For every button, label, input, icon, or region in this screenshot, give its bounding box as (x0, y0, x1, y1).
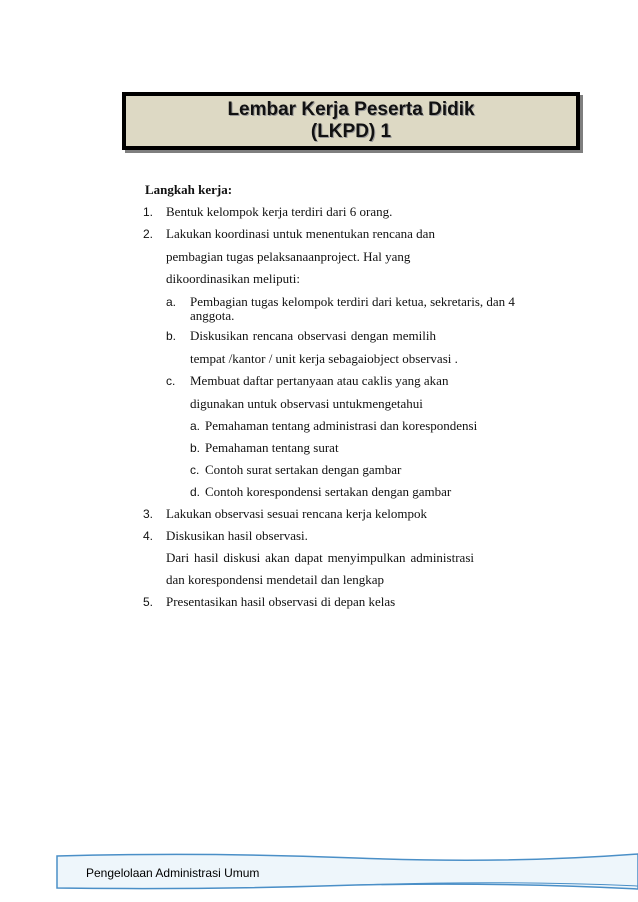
step-2-marker: 2. (143, 227, 154, 241)
step-2-line-1: Lakukan koordinasi untuk menentukan rencana dan (166, 226, 435, 241)
footer-banner (56, 852, 638, 892)
step-4-line-2: Dari hasil diskusi akan dapat menyimpulkan administrasi (166, 550, 474, 565)
heading: Langkah kerja: (145, 182, 233, 197)
subsub-d-text: Contoh korespondensi sertakan dengan gambar (205, 484, 452, 499)
title-line-2: (LKPD) 1 (310, 121, 392, 142)
step-5-marker: 5. (143, 595, 154, 609)
step-2-line-2: pembagian tugas pelaksanaanproject. Hal yang (166, 249, 411, 264)
substep-c-marker: c. (166, 374, 176, 388)
subsub-a-text: Pemahaman tentang administrasi dan korespondensi (205, 418, 478, 433)
footer-text: Pengelolaan Administrasi Umum (86, 866, 260, 880)
step-3-text: Lakukan observasi sesuai rencana kerja kelompok (166, 506, 427, 521)
subsub-d-marker: d. (190, 485, 201, 499)
step-3-marker: 3. (143, 507, 154, 521)
step-4-marker: 4. (143, 529, 154, 543)
step-1-text: Bentuk kelompok kerja terdiri dari 6 orang. (166, 204, 393, 219)
step-4-line-3: dan korespondensi mendetail dan lengkap (166, 572, 385, 587)
substep-a-marker: a. (166, 295, 177, 309)
substep-b-marker: b. (166, 329, 177, 343)
subsub-c-marker: c. (190, 463, 200, 477)
substep-c-line-1: Membuat daftar pertanyaan atau caklis yang akan (190, 373, 449, 388)
subsub-a-marker: a. (190, 419, 201, 433)
title-box (122, 92, 580, 150)
step-5-text: Presentasikan hasil observasi di depan kelas (166, 594, 396, 609)
substep-b-line-2: tempat /kantor / unit kerja sebagaiobject observasi . (190, 351, 458, 366)
step-2-line-3: dikoordinasikan meliputi: (166, 271, 300, 286)
substep-b-line-1: Diskusikan rencana observasi dengan memilih (190, 328, 436, 343)
subsub-b-marker: b. (190, 441, 201, 455)
step-4-line-1: Diskusikan hasil observasi. (166, 528, 308, 543)
subsub-c-text: Contoh surat sertakan dengan gambar (205, 462, 402, 477)
substep-c-line-2: digunakan untuk observasi untukmengetahui (190, 396, 423, 411)
step-1-marker: 1. (143, 205, 154, 219)
title-line-1: Lembar Kerja Peserta Didik (227, 99, 475, 120)
substep-a-line-1: Pembagian tugas kelompok terdiri dari ketua, sekretaris, dan 4 (190, 294, 515, 309)
subsub-b-text: Pemahaman tentang surat (205, 440, 339, 455)
substep-a-line-2: anggota. (190, 308, 235, 323)
